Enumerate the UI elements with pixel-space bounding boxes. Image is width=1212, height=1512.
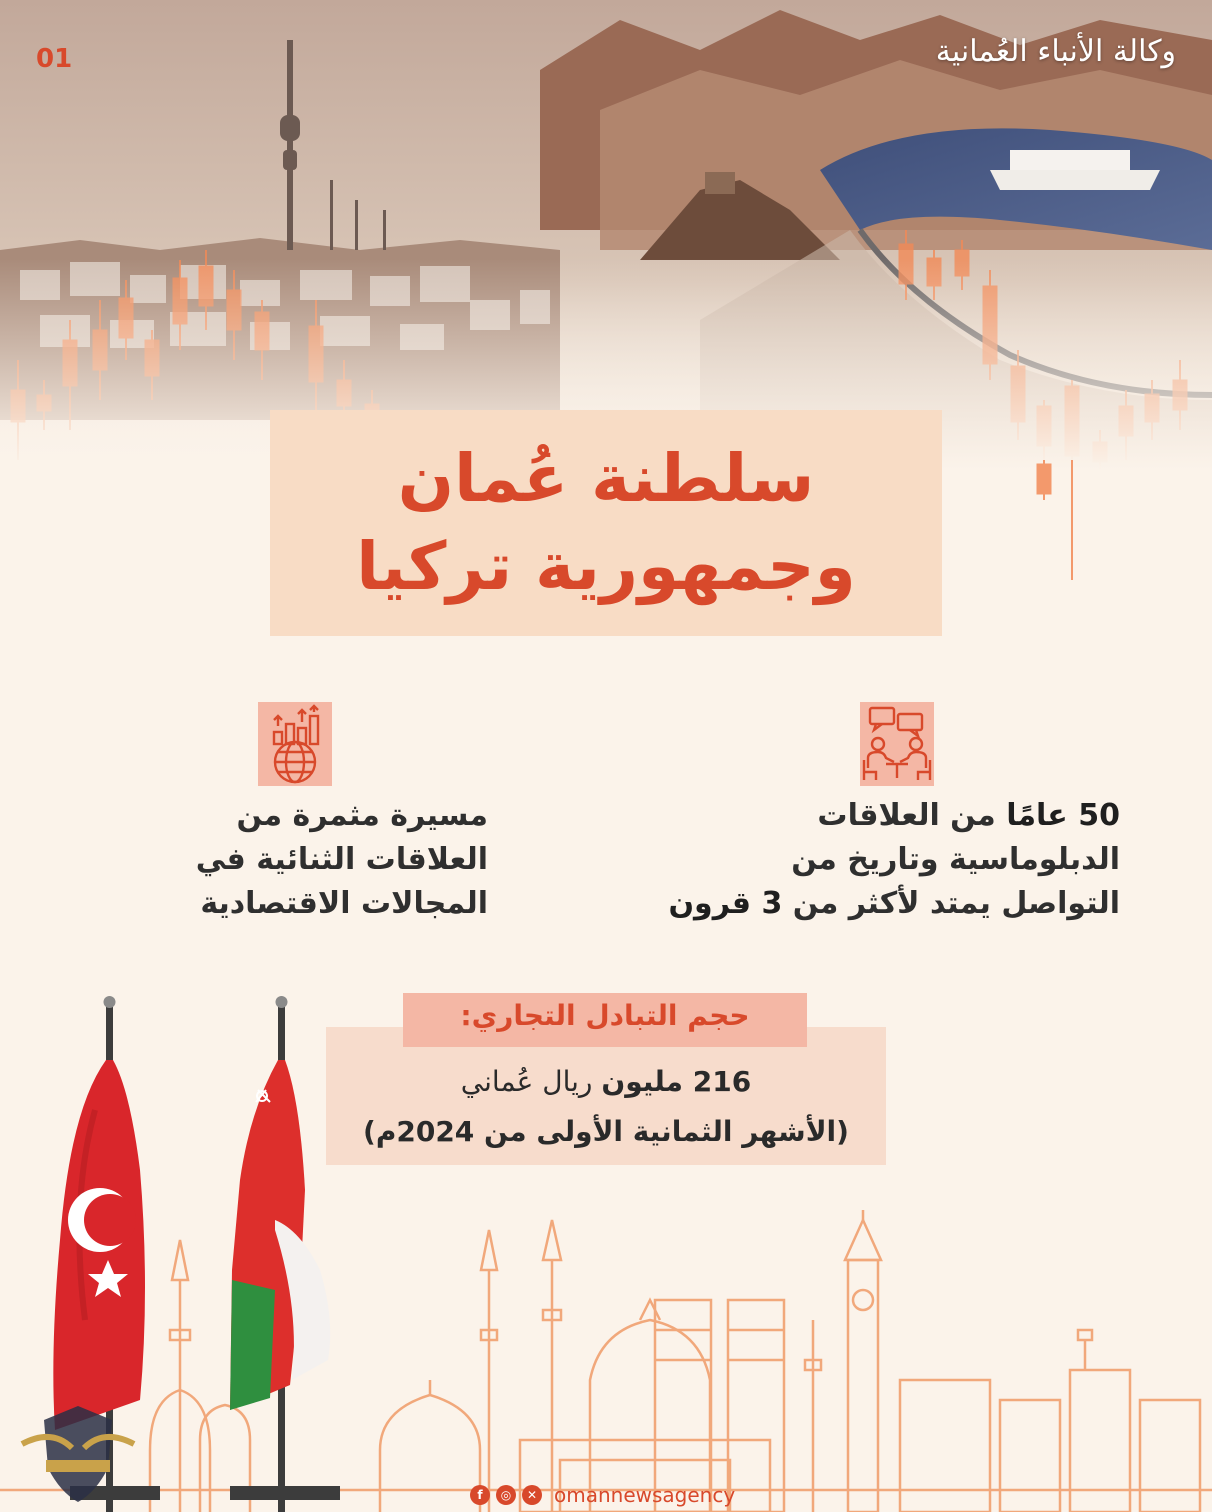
agency-logo: وكالة الأنباء العُمانية: [935, 34, 1176, 69]
watermark-emblem: [12, 1398, 144, 1508]
trade-label: حجم التبادل التجاري:: [460, 999, 750, 1032]
instagram-icon[interactable]: ◎: [496, 1485, 516, 1505]
diplomatic-line-3: [660, 882, 1120, 926]
page-number: 01: [36, 44, 73, 74]
economic-line-1: مسيرة مثمرة من: [236, 798, 488, 833]
trade-volume-box: [326, 1027, 886, 1165]
centuries-highlight: 3 قرون: [668, 886, 783, 921]
title-box: [270, 410, 942, 636]
diplomatic-line-1: [660, 794, 1120, 838]
title-line-turkey: وجمهورية تركيا: [356, 528, 856, 605]
trade-amount-currency: ريال عُماني: [460, 1065, 602, 1098]
title-line-oman: سلطنة عُمان: [397, 440, 815, 517]
diplomatic-meeting-icon: [860, 702, 934, 786]
economic-line-2: العلاقات الثنائية في: [195, 842, 488, 877]
diplomatic-line-2: الدبلوماسية وتاريخ من: [791, 842, 1120, 877]
social-handle[interactable]: omannewsagency: [554, 1483, 736, 1507]
trade-label-box: [403, 993, 807, 1047]
years-highlight: 50 عامًا: [1006, 798, 1120, 833]
facebook-icon[interactable]: f: [470, 1485, 490, 1505]
social-footer: [470, 1482, 735, 1508]
city-panorama-image: [0, 0, 1212, 470]
x-icon[interactable]: ✕: [522, 1485, 542, 1505]
diplomatic-relations-text: [660, 794, 1120, 926]
economic-relations-text: [98, 794, 488, 926]
diplomatic-line-1-rest: من العلاقات: [817, 798, 1007, 833]
economic-line-3: المجالات الاقتصادية: [200, 886, 488, 921]
diplomatic-line-3-rest: التواصل يمتد لأكثر من: [782, 886, 1120, 921]
globe-growth-icon: [258, 702, 332, 786]
trade-amount-bold: 216 مليون: [601, 1065, 752, 1098]
trade-amount: [326, 1065, 886, 1098]
trade-period: (الأشهر الثمانية الأولى من 2024م): [363, 1115, 849, 1148]
